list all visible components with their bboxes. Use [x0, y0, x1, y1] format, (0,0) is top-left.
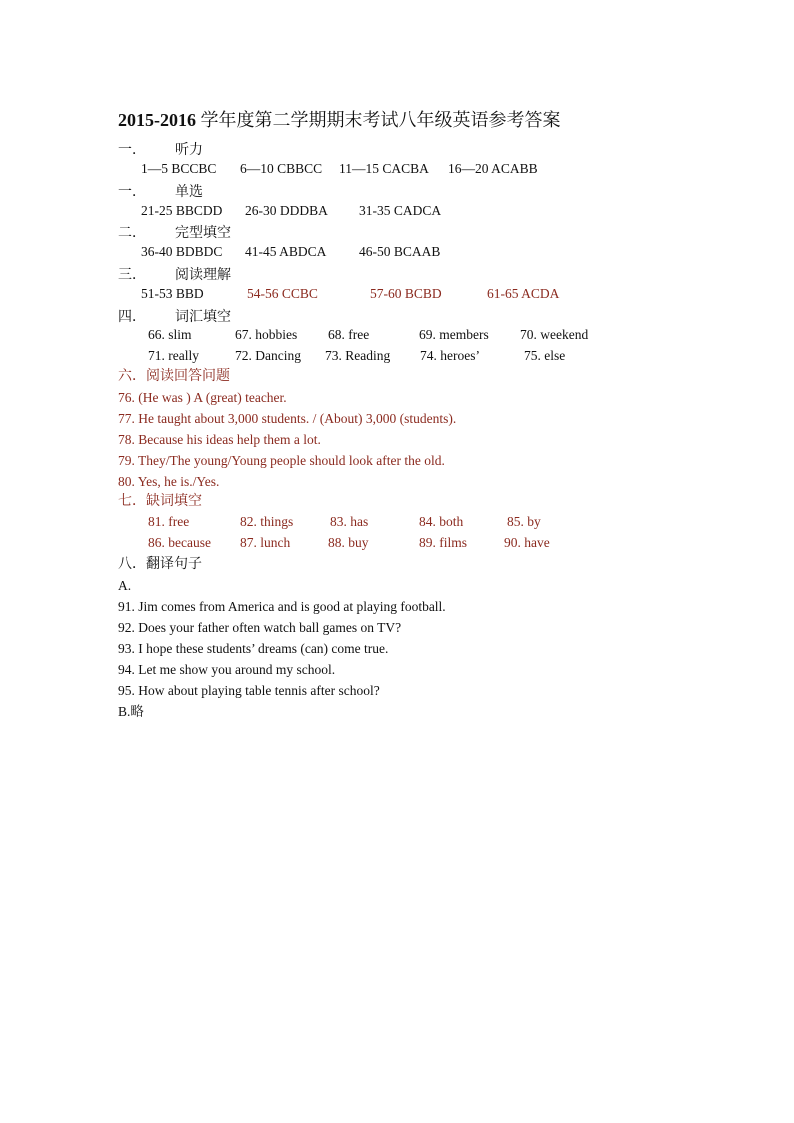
section-4-number: 三． — [118, 268, 146, 283]
translation-answer: 93. I hope these students’ dreams (can) come true. — [118, 641, 389, 656]
single-choice-answer: 31-35 CADCA — [359, 203, 442, 218]
vocab-answer: 70. weekend — [520, 327, 589, 342]
section-2-label: 单选 — [175, 185, 203, 200]
single-choice-answer: 26-30 DDDBA — [245, 203, 328, 218]
vocab-answer: 71. really — [148, 348, 199, 363]
cloze-answer: 41-45 ABDCA — [245, 244, 327, 259]
cloze-answer: 36-40 BDBDC — [141, 244, 223, 259]
vocab-answer: 66. slim — [148, 327, 192, 342]
vocab-answer: 73. Reading — [325, 348, 391, 363]
gap-answer: 87. lunch — [240, 535, 291, 550]
reading-answer: 54-56 CCBC — [247, 286, 318, 301]
gap-answer: 85. by — [507, 514, 541, 529]
gap-answer: 88. buy — [328, 535, 369, 550]
section-1-label: 听力 — [175, 143, 203, 158]
translate-part-b: B.略 — [118, 704, 144, 719]
gap-answer: 89. films — [419, 535, 468, 550]
qa-answer: 77. He taught about 3,000 students. / (About) 3,000 (students). — [118, 411, 457, 426]
section-2-number: 一． — [118, 185, 146, 200]
translation-answer: 92. Does your father often watch ball games on TV? — [118, 620, 402, 635]
reading-answer: 57-60 BCBD — [370, 286, 442, 301]
listening-answer: 6—10 CBBCC — [240, 161, 323, 176]
title-year: 2015-2016 — [118, 110, 196, 130]
section-3-label: 完型填空 — [175, 226, 231, 241]
listening-answer: 16—20 ACABB — [448, 161, 538, 176]
translation-answer: 91. Jim comes from America and is good at playing football. — [118, 599, 446, 614]
vocab-answer: 75. else — [524, 348, 566, 363]
cloze-answer: 46-50 BCAAB — [359, 244, 441, 259]
gap-answer: 84. both — [419, 514, 464, 529]
vocab-answer: 67. hobbies — [235, 327, 298, 342]
qa-answer: 78. Because his ideas help them a lot. — [118, 432, 321, 447]
vocab-answer: 68. free — [328, 327, 370, 342]
translation-answer: 95. How about playing table tennis after school? — [118, 683, 380, 698]
translate-part-a: A. — [118, 578, 132, 593]
section-7-label: 七．缺词填空 — [118, 494, 202, 509]
section-6-label: 六．阅读回答问题 — [118, 369, 230, 384]
gap-answer: 90. have — [504, 535, 550, 550]
section-5-number: 四． — [118, 310, 146, 325]
single-choice-answer: 21-25 BBCDD — [141, 203, 223, 218]
gap-answer: 81. free — [148, 514, 190, 529]
reading-answer: 51-53 BBD — [141, 286, 204, 301]
vocab-answer: 69. members — [419, 327, 489, 342]
section-1-number: 一． — [118, 143, 146, 158]
reading-answer: 61-65 ACDA — [487, 286, 560, 301]
section-4-label: 阅读理解 — [175, 268, 231, 283]
page-title — [118, 106, 561, 132]
vocab-answer: 72. Dancing — [235, 348, 301, 363]
vocab-answer: 74. heroes’ — [420, 348, 480, 363]
translation-answer: 94. Let me show you around my school. — [118, 662, 336, 677]
section-3-number: 二． — [118, 226, 146, 241]
qa-answer: 79. They/The young/Young people should look after the old. — [118, 453, 445, 468]
listening-answer: 11—15 CACBA — [339, 161, 429, 176]
title-text: 学年度第二学期期末考试八年级英语参考答案 — [200, 110, 561, 130]
listening-answer: 1—5 BCCBC — [141, 161, 217, 176]
section-5-label: 词汇填空 — [175, 310, 231, 325]
gap-answer: 83. has — [330, 514, 369, 529]
gap-answer: 86. because — [148, 535, 211, 550]
gap-answer: 82. things — [240, 514, 294, 529]
qa-answer: 76. (He was ) A (great) teacher. — [118, 390, 287, 405]
qa-answer: 80. Yes, he is./Yes. — [118, 474, 220, 489]
section-8-label: 八．翻译句子 — [118, 557, 202, 572]
